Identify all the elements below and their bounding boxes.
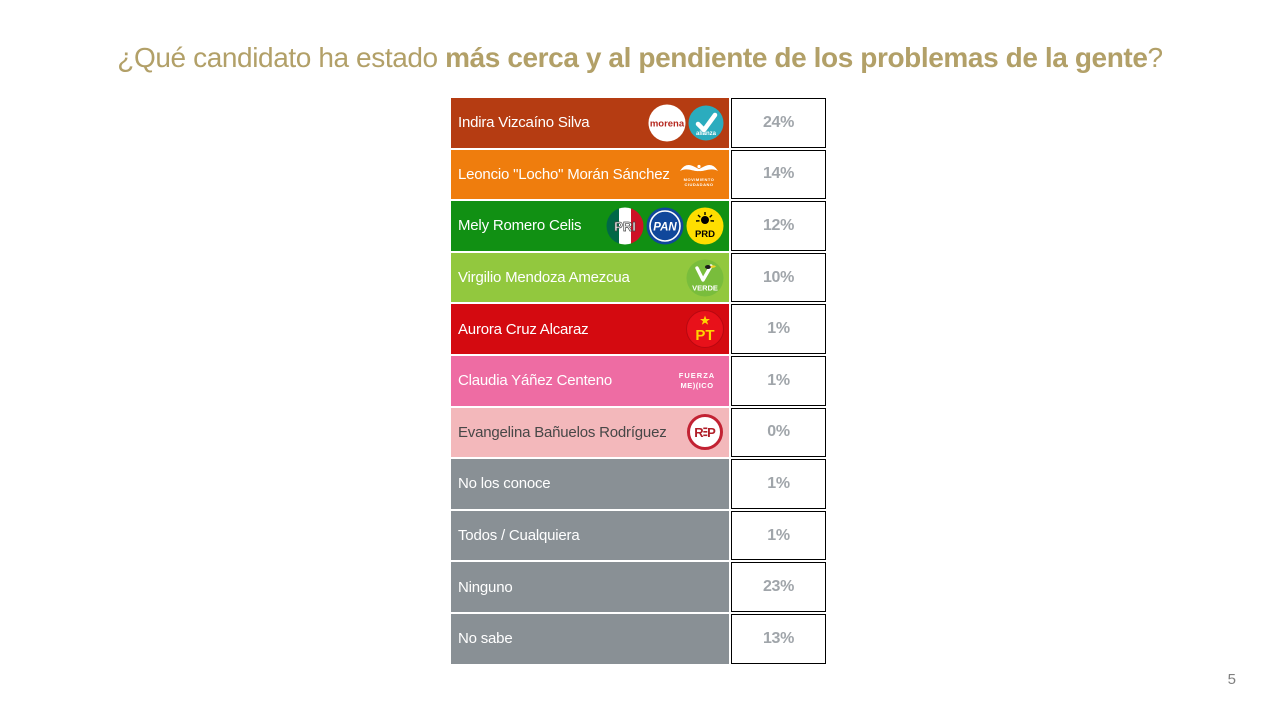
candidate-bar: [451, 356, 729, 406]
value-cell: 23%: [731, 562, 826, 612]
table-row: [451, 150, 826, 200]
morena-logo-icon: [648, 104, 686, 142]
svg-text:CIUDADANO: CIUDADANO: [684, 182, 714, 188]
pt-logo-icon: [686, 310, 724, 348]
candidate-bar: [451, 459, 729, 509]
party-logos: [686, 310, 724, 348]
table-row: [451, 614, 826, 664]
candidate-bar: [451, 614, 729, 664]
party-logos: [674, 155, 724, 193]
fuerza-mexico-logo-icon: [670, 369, 724, 393]
party-logos: [686, 259, 724, 297]
candidate-bar: [451, 562, 729, 612]
candidate-label: Leoncio "Locho" Morán Sánchez: [458, 165, 670, 183]
svg-text:PAN: PAN: [653, 221, 677, 234]
table-row: [451, 459, 826, 509]
svg-text:morena: morena: [649, 118, 685, 130]
table-row: [451, 356, 826, 406]
value-cell: 1%: [731, 356, 826, 406]
table-row: [451, 408, 826, 458]
title-emphasis: más cerca y al pendiente de los problemas de la gente: [445, 42, 1148, 73]
prd-logo-icon: [686, 207, 724, 245]
value-cell: 24%: [731, 98, 826, 148]
table-row: [451, 562, 826, 612]
svg-text:PRI: PRI: [614, 218, 636, 234]
candidate-bar: [451, 201, 729, 251]
rsp-logo-icon: [686, 413, 724, 451]
candidate-label: Aurora Cruz Alcaraz: [458, 320, 589, 338]
table-row: [451, 304, 826, 354]
party-logos: [670, 369, 724, 393]
candidate-label: No los conoce: [458, 475, 551, 493]
value-cell: 0%: [731, 408, 826, 458]
candidate-label: Evangelina Bañuelos Rodríguez: [458, 423, 667, 441]
candidate-label: Ninguno: [458, 578, 513, 596]
candidate-bar: [451, 150, 729, 200]
candidate-label: No sabe: [458, 630, 513, 648]
candidate-bar: [451, 98, 729, 148]
svg-text:alianza: alianza: [695, 130, 717, 137]
table-row: [451, 253, 826, 303]
candidate-label: Claudia Yáñez Centeno: [458, 372, 612, 390]
candidate-bar: [451, 511, 729, 561]
svg-text:PT: PT: [695, 327, 715, 345]
svg-text:VERDE: VERDE: [692, 283, 718, 293]
candidate-bar: [451, 304, 729, 354]
party-logos: [606, 207, 724, 245]
table-row: [451, 511, 826, 561]
page-number: 5: [1227, 671, 1236, 688]
svg-text:PRD: PRD: [694, 228, 716, 240]
candidate-label: Mely Romero Celis: [458, 217, 582, 235]
candidate-bar: [451, 408, 729, 458]
verde-logo-icon: [686, 259, 724, 297]
value-cell: 10%: [731, 253, 826, 303]
table-row: [451, 98, 826, 148]
svg-text:MOVIMIENTO: MOVIMIENTO: [683, 177, 715, 183]
party-logos: [648, 104, 724, 142]
candidate-label: Indira Vizcaíno Silva: [458, 114, 590, 132]
page-title: [0, 42, 1280, 74]
value-cell: 13%: [731, 614, 826, 664]
value-cell: 14%: [731, 150, 826, 200]
results-table: [451, 98, 826, 664]
candidate-bar: [451, 253, 729, 303]
party-logos: [686, 413, 724, 451]
table-row: [451, 201, 826, 251]
title-suffix: ?: [1147, 42, 1163, 73]
candidate-label: Todos / Cualquiera: [458, 527, 580, 545]
title-prefix: ¿Qué candidato ha estado: [117, 42, 446, 73]
value-cell: 1%: [731, 511, 826, 561]
pri-logo-icon: [606, 207, 644, 245]
svg-text:R: R: [694, 425, 704, 441]
value-cell: 1%: [731, 459, 826, 509]
value-cell: 1%: [731, 304, 826, 354]
svg-text:FUERZA: FUERZA: [678, 370, 716, 380]
alianza-logo-icon: [688, 105, 724, 141]
movimiento-ciudadano-logo-icon: [674, 155, 724, 193]
svg-text:P: P: [707, 425, 716, 441]
value-cell: 12%: [731, 201, 826, 251]
candidate-label: Virgilio Mendoza Amezcua: [458, 269, 630, 287]
pan-logo-icon: [646, 207, 684, 245]
svg-text:ME)(ICO: ME)(ICO: [680, 380, 714, 390]
